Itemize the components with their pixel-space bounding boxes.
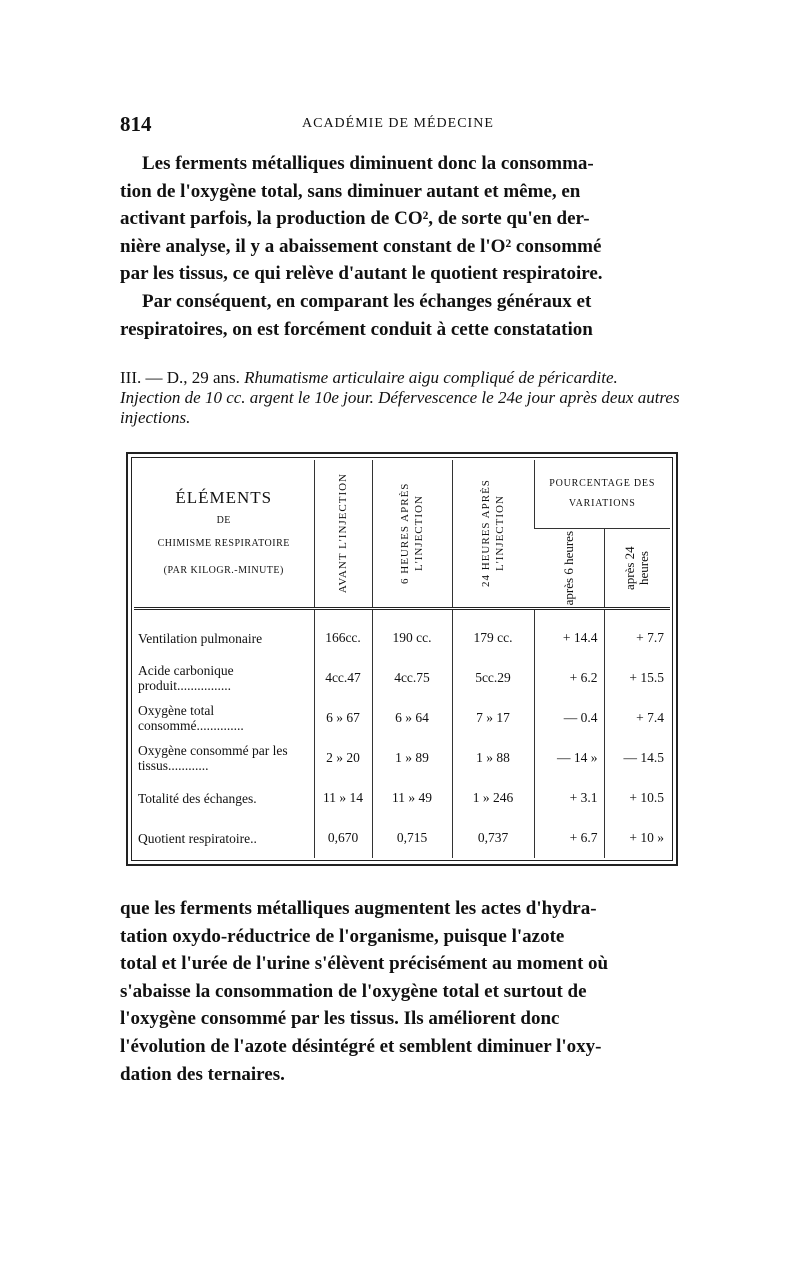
- cell-6h: 4cc.75: [372, 658, 452, 698]
- row-label: Oxygène consommé par les tissus............: [138, 743, 288, 773]
- paragraph-top: [120, 150, 680, 343]
- elements-unit: (PAR KILOGR.-MINUTE): [163, 564, 284, 576]
- pct-24h-header: [604, 529, 670, 609]
- text-line: total et l'urée de l'urine s'élèvent précisément au moment où: [120, 953, 609, 975]
- text-line: l'oxygène consommé par les tissus. Ils améliorent donc: [120, 1008, 560, 1030]
- cell-pct-6h: + 3.1: [534, 778, 604, 818]
- cell-24h: 1 » 246: [452, 778, 534, 818]
- table-row: [134, 778, 670, 818]
- row-label: Oxygène total consommé..............: [138, 703, 244, 733]
- text-line: dation des ternaires.: [120, 1063, 285, 1085]
- text-line: tation oxydo-réductrice de l'organisme, puisque l'azote: [120, 925, 565, 947]
- cell-pct-6h: + 6.2: [534, 658, 604, 698]
- row-label: Totalité des échanges.: [138, 790, 257, 806]
- cell-pct-6h: + 14.4: [534, 609, 604, 659]
- page-number: 814: [120, 112, 152, 136]
- cell-pct-24h: + 10.5: [604, 778, 670, 818]
- cell-24h: 5cc.29: [452, 658, 534, 698]
- col-6h-header: [372, 460, 452, 609]
- cell-24h: 7 » 17: [452, 698, 534, 738]
- cell-pct-6h: — 0.4: [534, 698, 604, 738]
- cell-pct-6h: — 14 »: [534, 738, 604, 778]
- cell-pct-24h: — 14.5: [604, 738, 670, 778]
- text-line: s'abaisse la consommation de l'oxygène total et surtout de: [120, 980, 587, 1002]
- respiratory-table: [134, 460, 670, 858]
- col-24h-label: 24 HEURES APRÈS L'INJECTION: [480, 479, 506, 588]
- text-line: Par conséquent, en comparant les échanges généraux et: [142, 290, 592, 312]
- cell-pct-24h: + 7.4: [604, 698, 670, 738]
- pct-6h-header: [534, 529, 604, 609]
- cell-24h: 179 cc.: [452, 609, 534, 659]
- pct-24h-label: après 24 heures: [622, 546, 652, 590]
- text-line: par les tissus, ce qui relève d'autant le quotient respiratoire.: [120, 263, 603, 285]
- elements-title: ÉLÉMENTS: [175, 487, 273, 507]
- data-table-frame: [126, 452, 678, 866]
- page-header: [120, 112, 680, 142]
- case-number: III. — D., 29 ans.: [120, 368, 240, 387]
- table-row: [134, 609, 670, 659]
- table-row: [134, 818, 670, 858]
- cell-6h: 0,715: [372, 818, 452, 858]
- paragraph-bottom: [120, 895, 680, 1088]
- text-line: l'évolution de l'azote désintégré et semblent diminuer l'oxy-: [120, 1035, 602, 1057]
- row-label: Quotient respiratoire..: [138, 830, 257, 846]
- table-row: [134, 658, 670, 698]
- elements-header: [134, 460, 314, 609]
- cell-6h: 190 cc.: [372, 609, 452, 659]
- col-24h-header: [452, 460, 534, 609]
- col-avant-label: AVANT L'INJECTION: [337, 473, 349, 594]
- text-line: que les ferments métalliques augmentent les actes d'hydra-: [120, 898, 597, 919]
- cell-6h: 1 » 89: [372, 738, 452, 778]
- row-label: Ventilation pulmonaire: [138, 630, 263, 646]
- pct-header: POURCENTAGE DES VARIATIONS: [534, 460, 670, 529]
- cell-pct-24h: + 7.7: [604, 609, 670, 659]
- elements-de: DE: [216, 514, 231, 526]
- text-line: respiratoires, on est forcément conduit à cette constatation: [120, 318, 593, 340]
- cell-avant: 11 » 14: [314, 778, 372, 818]
- table-row: [134, 698, 670, 738]
- cell-6h: 11 » 49: [372, 778, 452, 818]
- text-line: activant parfois, la production de CO², de sorte qu'en der-: [120, 208, 590, 230]
- cell-avant: 0,670: [314, 818, 372, 858]
- text-line: tion de l'oxygène total, sans diminuer autant et même, en: [120, 180, 581, 202]
- text-line: nière analyse, il y a abaissement constant de l'O² consommé: [120, 235, 602, 257]
- case-heading: [120, 368, 680, 428]
- cell-6h: 6 » 64: [372, 698, 452, 738]
- col-6h-label: 6 HEURES APRÈS L'INJECTION: [399, 482, 425, 585]
- cell-avant: 4cc.47: [314, 658, 372, 698]
- row-label: Acide carbonique produit................: [138, 663, 234, 693]
- table-row: [134, 738, 670, 778]
- col-avant-header: [314, 460, 372, 609]
- cell-avant: 166cc.: [314, 609, 372, 659]
- running-head: ACADÉMIE DE MÉDECINE: [302, 116, 494, 131]
- cell-pct-24h: + 15.5: [604, 658, 670, 698]
- case-description: Rhumatisme articulaire aigu compliqué de péricardite. Injection de 10 cc. argent le 10e jour. Défervescence le 24e jour après deux autres injections.: [120, 368, 680, 427]
- elements-subtitle: CHIMISME RESPIRATOIRE: [157, 537, 290, 549]
- pct-6h-label: après 6 heures: [560, 530, 576, 606]
- text-line: Les ferments métalliques diminuent donc la consomma-: [142, 153, 594, 174]
- cell-24h: 0,737: [452, 818, 534, 858]
- cell-pct-24h: + 10 »: [604, 818, 670, 858]
- cell-avant: 6 » 67: [314, 698, 372, 738]
- cell-pct-6h: + 6.7: [534, 818, 604, 858]
- cell-24h: 1 » 88: [452, 738, 534, 778]
- cell-avant: 2 » 20: [314, 738, 372, 778]
